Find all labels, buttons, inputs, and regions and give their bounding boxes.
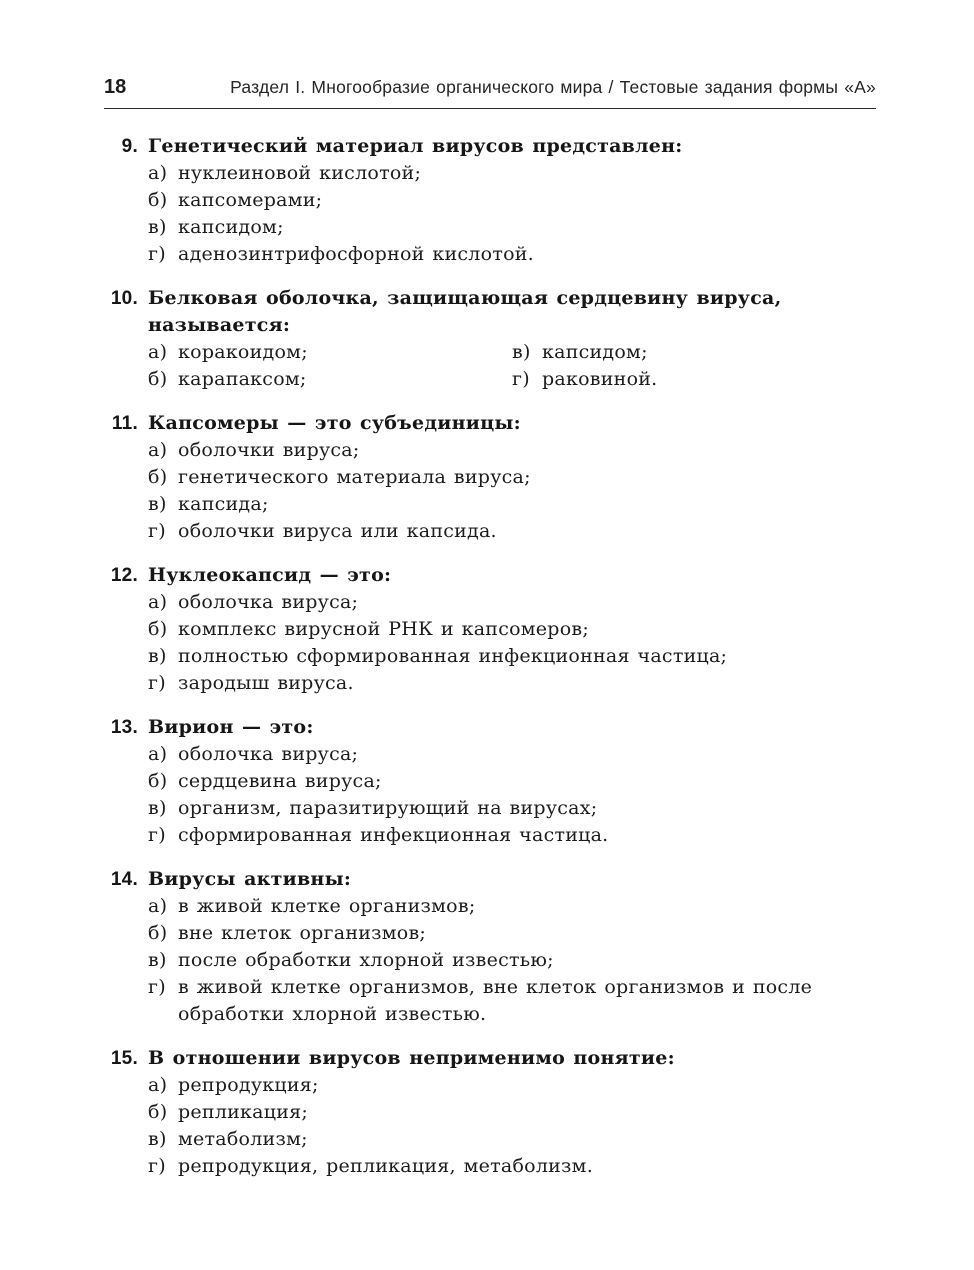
option-text: после обработки хлорной известью; bbox=[178, 949, 554, 971]
question-body bbox=[148, 410, 876, 545]
question bbox=[104, 1045, 876, 1180]
answer-option bbox=[148, 1072, 876, 1099]
question-stem: Капсомеры — это субъединицы: bbox=[148, 412, 521, 434]
question-stem: Генетический материал вирусов представлен: bbox=[148, 135, 683, 157]
option-text: организм, паразитирующий на вирусах; bbox=[178, 797, 598, 819]
option-text: раковиной. bbox=[542, 368, 658, 390]
option-text: в живой клетке организмов; bbox=[178, 895, 476, 917]
option-text: генетического материала вируса; bbox=[178, 466, 531, 488]
question-list bbox=[104, 133, 876, 1180]
question bbox=[104, 714, 876, 849]
option-text: сформированная инфекционная частица. bbox=[178, 824, 609, 846]
answer-option bbox=[148, 589, 876, 616]
option-letter: а) bbox=[148, 743, 168, 765]
answer-option bbox=[148, 437, 876, 464]
question bbox=[104, 410, 876, 545]
answer-option bbox=[148, 643, 876, 670]
question-stem: Нуклеокапсид — это: bbox=[148, 564, 392, 586]
question-options bbox=[148, 741, 876, 849]
question-number: 9. bbox=[121, 136, 138, 157]
question-options bbox=[148, 339, 876, 393]
option-letter: г) bbox=[148, 1155, 166, 1177]
page-header bbox=[104, 76, 876, 109]
option-text: оболочки вируса или капсида. bbox=[178, 520, 497, 542]
question bbox=[104, 285, 876, 393]
question-number: 12. bbox=[110, 565, 138, 586]
option-text: репродукция, репликация, метаболизм. bbox=[178, 1155, 593, 1177]
answer-option bbox=[148, 160, 876, 187]
question-body bbox=[148, 285, 876, 393]
option-text: вне клеток организмов; bbox=[178, 922, 427, 944]
option-letter: г) bbox=[148, 520, 166, 542]
answer-option bbox=[148, 974, 876, 1028]
answer-option bbox=[148, 214, 876, 241]
question-number: 11. bbox=[111, 413, 138, 434]
option-text: оболочки вируса; bbox=[178, 439, 360, 461]
option-letter: а) bbox=[148, 895, 168, 917]
option-text: оболочка вируса; bbox=[178, 591, 359, 613]
option-letter: г) bbox=[148, 824, 166, 846]
option-text: оболочка вируса; bbox=[178, 743, 359, 765]
option-text: капсомерами; bbox=[178, 189, 323, 211]
question-stem: Вирион — это: bbox=[148, 716, 314, 738]
answer-option bbox=[148, 1126, 876, 1153]
answer-option bbox=[148, 893, 876, 920]
option-letter: г) bbox=[148, 976, 166, 998]
option-text: полностью сформированная инфекционная частица; bbox=[178, 645, 728, 667]
question-stem: В отношении вирусов неприменимо понятие: bbox=[148, 1047, 675, 1069]
answer-option bbox=[148, 741, 876, 768]
question bbox=[104, 133, 876, 268]
option-text: аденозинтрифосфорной кислотой. bbox=[178, 243, 534, 265]
answer-option bbox=[148, 518, 876, 545]
answer-option bbox=[148, 1153, 876, 1180]
question-options bbox=[148, 160, 876, 268]
question-number: 14. bbox=[110, 869, 138, 890]
option-text: капсида; bbox=[178, 493, 269, 515]
option-text: репродукция; bbox=[178, 1074, 319, 1096]
answer-option bbox=[148, 822, 876, 849]
option-text: зародыш вируса. bbox=[178, 672, 354, 694]
option-letter: в) bbox=[512, 341, 531, 363]
answer-option bbox=[148, 339, 512, 366]
option-letter: а) bbox=[148, 439, 168, 461]
option-letter: г) bbox=[148, 243, 166, 265]
option-letter: в) bbox=[148, 949, 167, 971]
option-text: комплекс вирусной РНК и капсомеров; bbox=[178, 618, 589, 640]
answer-option bbox=[148, 947, 876, 974]
question-body bbox=[148, 133, 876, 268]
option-letter: г) bbox=[512, 368, 530, 390]
option-text: сердцевина вируса; bbox=[178, 770, 382, 792]
answer-option bbox=[148, 1099, 876, 1126]
option-letter: б) bbox=[148, 368, 168, 390]
option-letter: б) bbox=[148, 466, 168, 488]
option-letter: а) bbox=[148, 591, 168, 613]
option-letter: в) bbox=[148, 645, 167, 667]
answer-option bbox=[148, 464, 876, 491]
option-text: репликация; bbox=[178, 1101, 309, 1123]
question-body bbox=[148, 866, 876, 1028]
option-letter: в) bbox=[148, 797, 167, 819]
question-options bbox=[148, 589, 876, 697]
answer-option bbox=[512, 366, 876, 393]
option-letter: в) bbox=[148, 1128, 167, 1150]
page-number: 18 bbox=[104, 76, 127, 98]
answer-option bbox=[148, 491, 876, 518]
option-letter: а) bbox=[148, 341, 168, 363]
option-letter: а) bbox=[148, 1074, 168, 1096]
question-body bbox=[148, 714, 876, 849]
option-text: метаболизм; bbox=[178, 1128, 308, 1150]
option-text: карапаксом; bbox=[178, 368, 307, 390]
answer-option bbox=[148, 241, 876, 268]
question-body bbox=[148, 1045, 876, 1180]
option-letter: в) bbox=[148, 216, 167, 238]
header-title: Раздел I. Многообразие органического мира / Тестовые задания формы «А» bbox=[230, 77, 876, 97]
answer-option bbox=[148, 768, 876, 795]
answer-option bbox=[512, 339, 876, 366]
option-letter: б) bbox=[148, 922, 168, 944]
answer-option bbox=[148, 187, 876, 214]
option-letter: б) bbox=[148, 1101, 168, 1123]
question-number: 10. bbox=[110, 288, 138, 309]
question bbox=[104, 866, 876, 1028]
option-text: нуклеиновой кислотой; bbox=[178, 162, 422, 184]
answer-option bbox=[148, 670, 876, 697]
option-letter: а) bbox=[148, 162, 168, 184]
question-stem: Белковая оболочка, защищающая сердцевину вируса, называется: bbox=[148, 287, 782, 336]
option-letter: б) bbox=[148, 770, 168, 792]
option-letter: г) bbox=[148, 672, 166, 694]
question-options bbox=[148, 893, 876, 1028]
option-text: капсидом; bbox=[178, 216, 284, 238]
question-number: 15. bbox=[110, 1048, 138, 1069]
question-body bbox=[148, 562, 876, 697]
question bbox=[104, 562, 876, 697]
option-letter: б) bbox=[148, 189, 168, 211]
answer-option bbox=[148, 366, 512, 393]
answer-option bbox=[148, 920, 876, 947]
question-stem: Вирусы активны: bbox=[148, 868, 352, 890]
option-text: в живой клетке организмов, вне клеток организмов и после обработки хлорной известью. bbox=[178, 976, 813, 1025]
question-options bbox=[148, 1072, 876, 1180]
question-number: 13. bbox=[110, 717, 138, 738]
option-letter: б) bbox=[148, 618, 168, 640]
answer-option bbox=[148, 795, 876, 822]
question-options bbox=[148, 437, 876, 545]
answer-option bbox=[148, 616, 876, 643]
option-letter: в) bbox=[148, 493, 167, 515]
option-text: коракоидом; bbox=[178, 341, 308, 363]
option-text: капсидом; bbox=[542, 341, 648, 363]
